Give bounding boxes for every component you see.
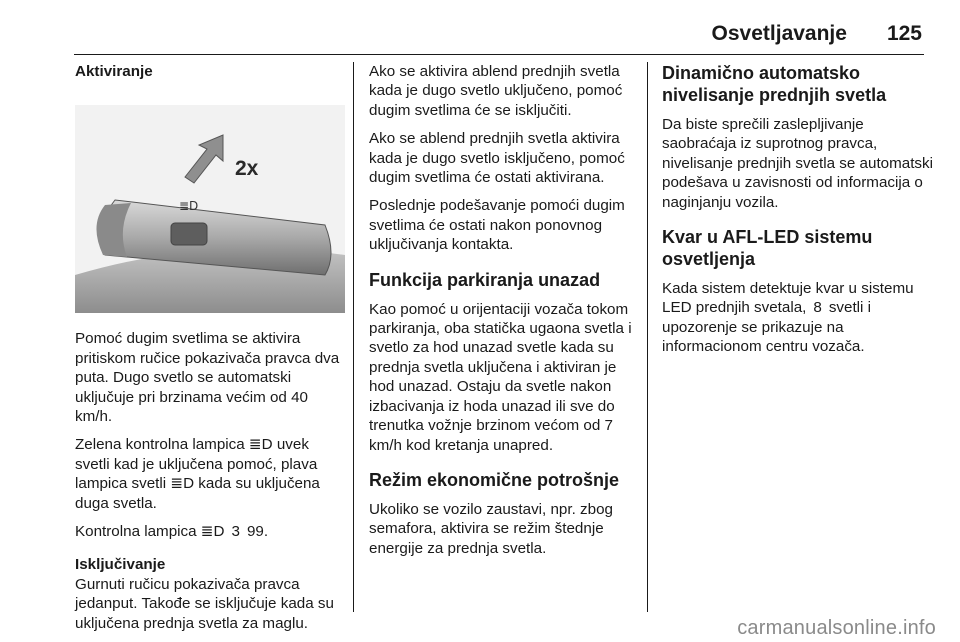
section-heading-aktiviranje: Aktiviranje <box>75 63 153 80</box>
section-heading-leveling: Dinamično automatsko nivelisanje prednjih svetla <box>662 63 887 105</box>
page-number: 125 <box>886 22 922 45</box>
stalk-button <box>171 223 207 245</box>
section-heading-parking: Funkcija parkiranja unazad <box>369 269 601 290</box>
paragraph: Da biste sprečili zaslepljivanje saobraćaja iz suprotnog pravca, nivelisanje prednjih svetla se automatski podešava u zavisnosti od informacija o naginjanju vozila. <box>662 116 933 211</box>
column-divider-1 <box>353 62 354 612</box>
high-beam-assist-icon: ≣D <box>200 523 225 541</box>
high-beam-assist-icon: ≣D <box>248 436 273 454</box>
watermark: carmanualsonline.info <box>737 617 936 639</box>
stalk-symbol: ≣D <box>179 199 199 214</box>
press-count-label: 2x <box>235 157 259 181</box>
section-heading-iskljucivanje: Isključivanje <box>75 556 166 574</box>
paragraph: Poslednje podešavanje pomoći dugim svetlima će ostati nakon ponovnog uključivanja kontakta. <box>369 197 625 254</box>
headlight-fault-icon: 8 <box>813 299 822 317</box>
column-1 <box>75 62 345 642</box>
paragraph: Pomoć dugim svetlima se aktivira pritiskom ručice pokazivača pravca dva puta. Dugo svetlo se automatski uključuje pri brzinama većim od 40 km/h. <box>75 330 340 426</box>
page-header <box>712 22 922 52</box>
column-2 <box>369 62 641 567</box>
paragraph: Ukoliko se vozilo zaustavi, npr. zbog semafora, aktivira se režim štednje energije za prednja svetla. <box>369 500 613 557</box>
section-heading-economy: Režim ekonomične potrošnje <box>369 469 620 490</box>
paragraph: Ako se ablend prednjih svetla aktivira kada je dugo svetlo isključeno, pomoć dugim svetlima će ostati aktivirana. <box>369 130 625 187</box>
paragraph: Zelena kontrolna lampica ≣D uvek svetli kad je uključena pomoć, plava lampica svetli ≣D kada su uključena duga svetla. <box>75 436 320 512</box>
section-title: Osvetljavanje <box>711 22 847 45</box>
page-reference-icon: 3 <box>231 523 240 541</box>
paragraph: Kao pomoć u orijentaciji vozača tokom parkiranja, oba statička ugaona svetla i svetlo za hod unazad svetle kada su prednja svetla uključena i aktiviran je hod unazad. Ostaju da svetle nakon izbacivanja iz hoda unazad ili sve do trenutka vožnje brzinom većom od 7 km/h kod kretanja unapred. <box>369 300 632 454</box>
lever-illustration <box>75 105 345 313</box>
paragraph: Kontrolna lampica ≣D 3 99. <box>75 523 269 541</box>
high-beam-icon: ≣D <box>170 475 195 493</box>
column-3 <box>662 62 934 366</box>
paragraph: Kada sistem detektuje kvar u sistemu LED prednjih svetala, 8 svetli i upozorenje se prikazuje na informacionom centru vozača. <box>662 280 914 356</box>
column-divider-2 <box>647 62 648 612</box>
header-rule <box>74 54 924 55</box>
paragraph: Gurnuti ručicu pokazivača pravca jedanput. Takođe se isključuje kada su uključena prednja svetla za maglu. <box>75 575 334 632</box>
section-heading-afl-fault: Kvar u AFL-LED sistemu osvetljenja <box>662 227 873 270</box>
lever-drawing <box>75 105 345 313</box>
paragraph: Ako se aktivira ablend prednjih svetla kada je dugo svetlo uključeno, pomoć dugim svetlima će se isključiti. <box>369 63 623 119</box>
